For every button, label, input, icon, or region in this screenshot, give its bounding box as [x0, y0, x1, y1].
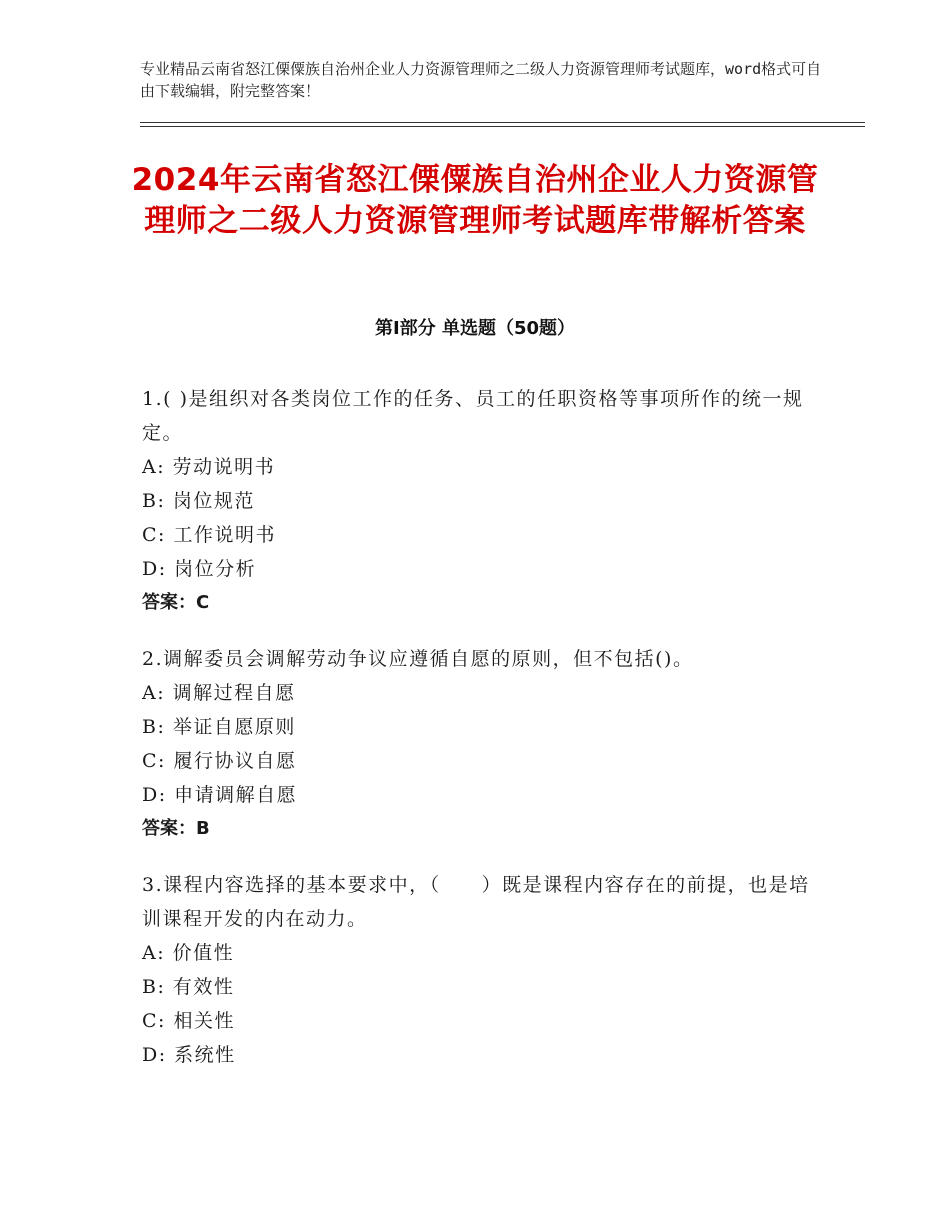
option-b: B: 举证自愿原则 — [142, 716, 296, 738]
option-b: B: 岗位规范 — [142, 490, 255, 512]
option-d: D: 申请调解自愿 — [142, 784, 298, 806]
question-2 — [142, 642, 822, 846]
option-d: D: 系统性 — [142, 1044, 236, 1066]
question-stem: 3.课程内容选择的基本要求中，（ ）既是课程内容存在的前提，也是培训课程开发的内在动力。 — [142, 874, 810, 930]
option-c: C: 履行协议自愿 — [142, 750, 297, 772]
option-a: A: 劳动说明书 — [142, 456, 276, 478]
option-a: A: 调解过程自愿 — [142, 682, 296, 704]
option-c: C: 工作说明书 — [142, 524, 276, 546]
header-note: 专业精品云南省怒江傈僳族自治州企业人力资源管理师之二级人力资源管理师考试题库，word格式可自由下载编辑，附完整答案！ — [140, 60, 822, 100]
question-list — [142, 382, 822, 1094]
question-1 — [142, 382, 822, 620]
question-stem: 1.( )是组织对各类岗位工作的任务、员工的任职资格等事项所作的统一规定。 — [142, 388, 804, 444]
answer-label: 答案：B — [142, 818, 210, 839]
document-title: 2024年云南省怒江傈僳族自治州企业人力资源管理师之二级人力资源管理师考试题库带解析答案 — [131, 162, 819, 239]
option-a: A: 价值性 — [142, 942, 235, 964]
answer-label: 答案：C — [142, 592, 210, 613]
option-b: B: 有效性 — [142, 976, 235, 998]
question-stem: 2.调解委员会调解劳动争议应遵循自愿的原则，但不包括()。 — [142, 648, 694, 670]
question-3 — [142, 868, 822, 1072]
header-rule-bottom — [140, 126, 865, 127]
header-rule-top — [140, 122, 865, 123]
option-d: D: 岗位分析 — [142, 558, 257, 580]
option-c: C: 相关性 — [142, 1010, 235, 1032]
section-title: 第Ⅰ部分 单选题（50题） — [374, 318, 575, 339]
